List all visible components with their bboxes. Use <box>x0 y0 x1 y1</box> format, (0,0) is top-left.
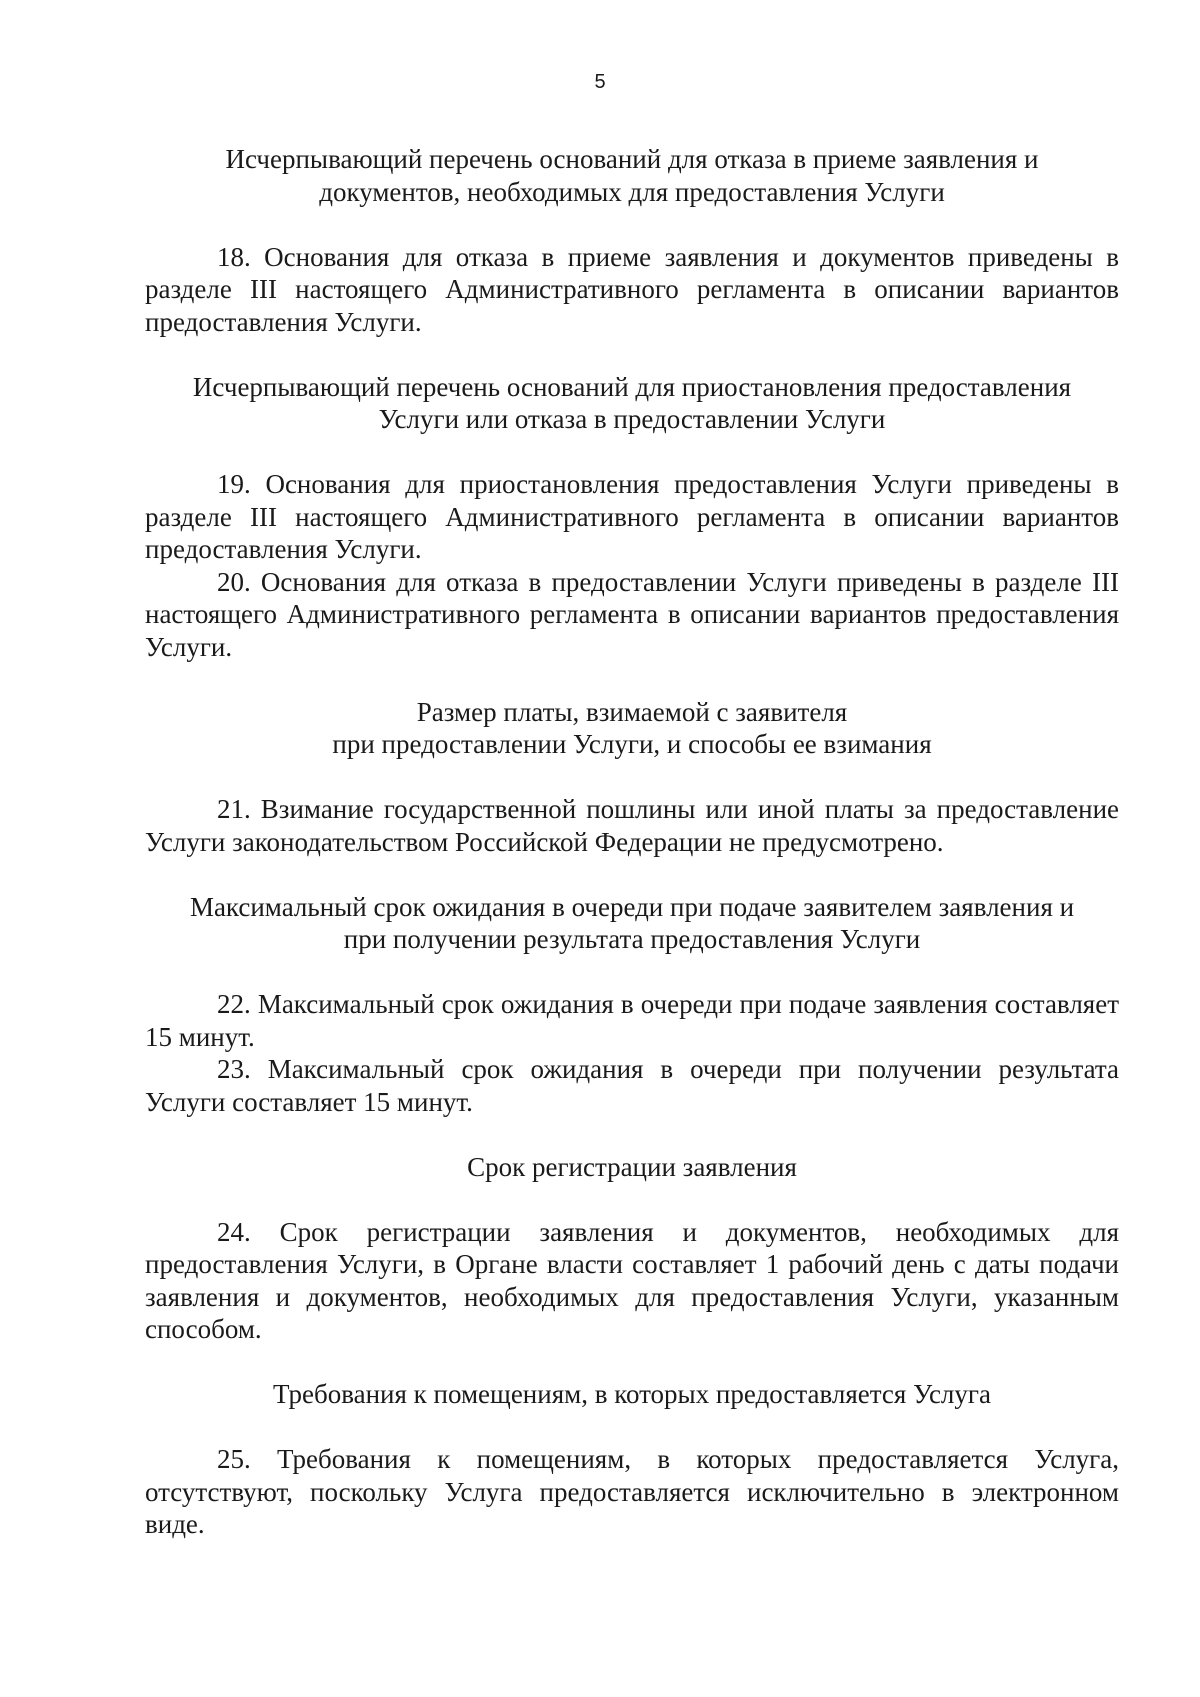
paragraph-18: 18. Основания для отказа в приеме заявления и документов приведены в разделе III настоящего Административного регламента в описании вариантов предоставления Услуги. <box>145 241 1119 337</box>
paragraph-23: 23. Максимальный срок ожидания в очереди при получении результата Услуги составляет 15 минут. <box>145 1054 1119 1117</box>
paragraph-21: 21. Взимание государственной пошлины или иной платы за предоставление Услуги законодательством Российской Федерации не предусмотрено. <box>145 794 1119 857</box>
heading-line: Исчерпывающий перечень оснований для отказа в приеме заявления и <box>225 144 1039 174</box>
heading-line: при получении результата предоставления Услуги <box>343 924 921 954</box>
section-heading <box>145 371 1119 436</box>
heading-line: Срок регистрации заявления <box>467 1151 797 1182</box>
heading-line: Исчерпывающий перечень оснований для приостановления предоставления <box>192 371 1072 402</box>
section-heading <box>145 891 1119 956</box>
heading-line: при предоставлении Услуги, и способы ее взимания <box>332 729 932 759</box>
paragraph-20: 20. Основания для отказа в предоставлении Услуги приведены в разделе III настоящего Административного регламента в описании вариантов предоставления Услуги. <box>145 566 1119 662</box>
section-heading <box>145 143 1119 208</box>
paragraph-19: 19. Основания для приостановления предоставления Услуги приведены в разделе III настоящего Административного регламента в описании вариантов предоставления Услуги. <box>145 469 1119 564</box>
paragraph-22: 22. Максимальный срок ожидания в очереди при подаче заявления составляет 15 минут. <box>145 989 1119 1052</box>
heading-line: документов, необходимых для предоставления Услуги <box>319 176 945 207</box>
heading-line: Размер платы, взимаемой с заявителя <box>416 696 848 727</box>
document-body <box>145 143 1119 1541</box>
heading-line: Требования к помещениям, в которых предоставляется Услуга <box>273 1379 991 1409</box>
paragraph-25: 25. Требования к помещениям, в которых предоставляется Услуга, отсутствуют, поскольку Услуга предоставляется исключительно в электронном виде. <box>145 1444 1119 1539</box>
paragraph-24: 24. Срок регистрации заявления и документов, необходимых для предоставления Услуги, в Органе власти составляет 1 рабочий день с даты подачи заявления и документов, необходимых для предоставления Услуги, указанным способом. <box>145 1216 1119 1344</box>
page-number: 5 <box>594 71 606 93</box>
section-heading <box>145 1378 1119 1411</box>
heading-line: Максимальный срок ожидания в очереди при подаче заявителем заявления и <box>189 891 1075 922</box>
section-heading <box>145 1151 1119 1184</box>
heading-line: Услуги или отказа в предоставлении Услуги <box>378 404 886 434</box>
section-heading <box>145 696 1119 761</box>
